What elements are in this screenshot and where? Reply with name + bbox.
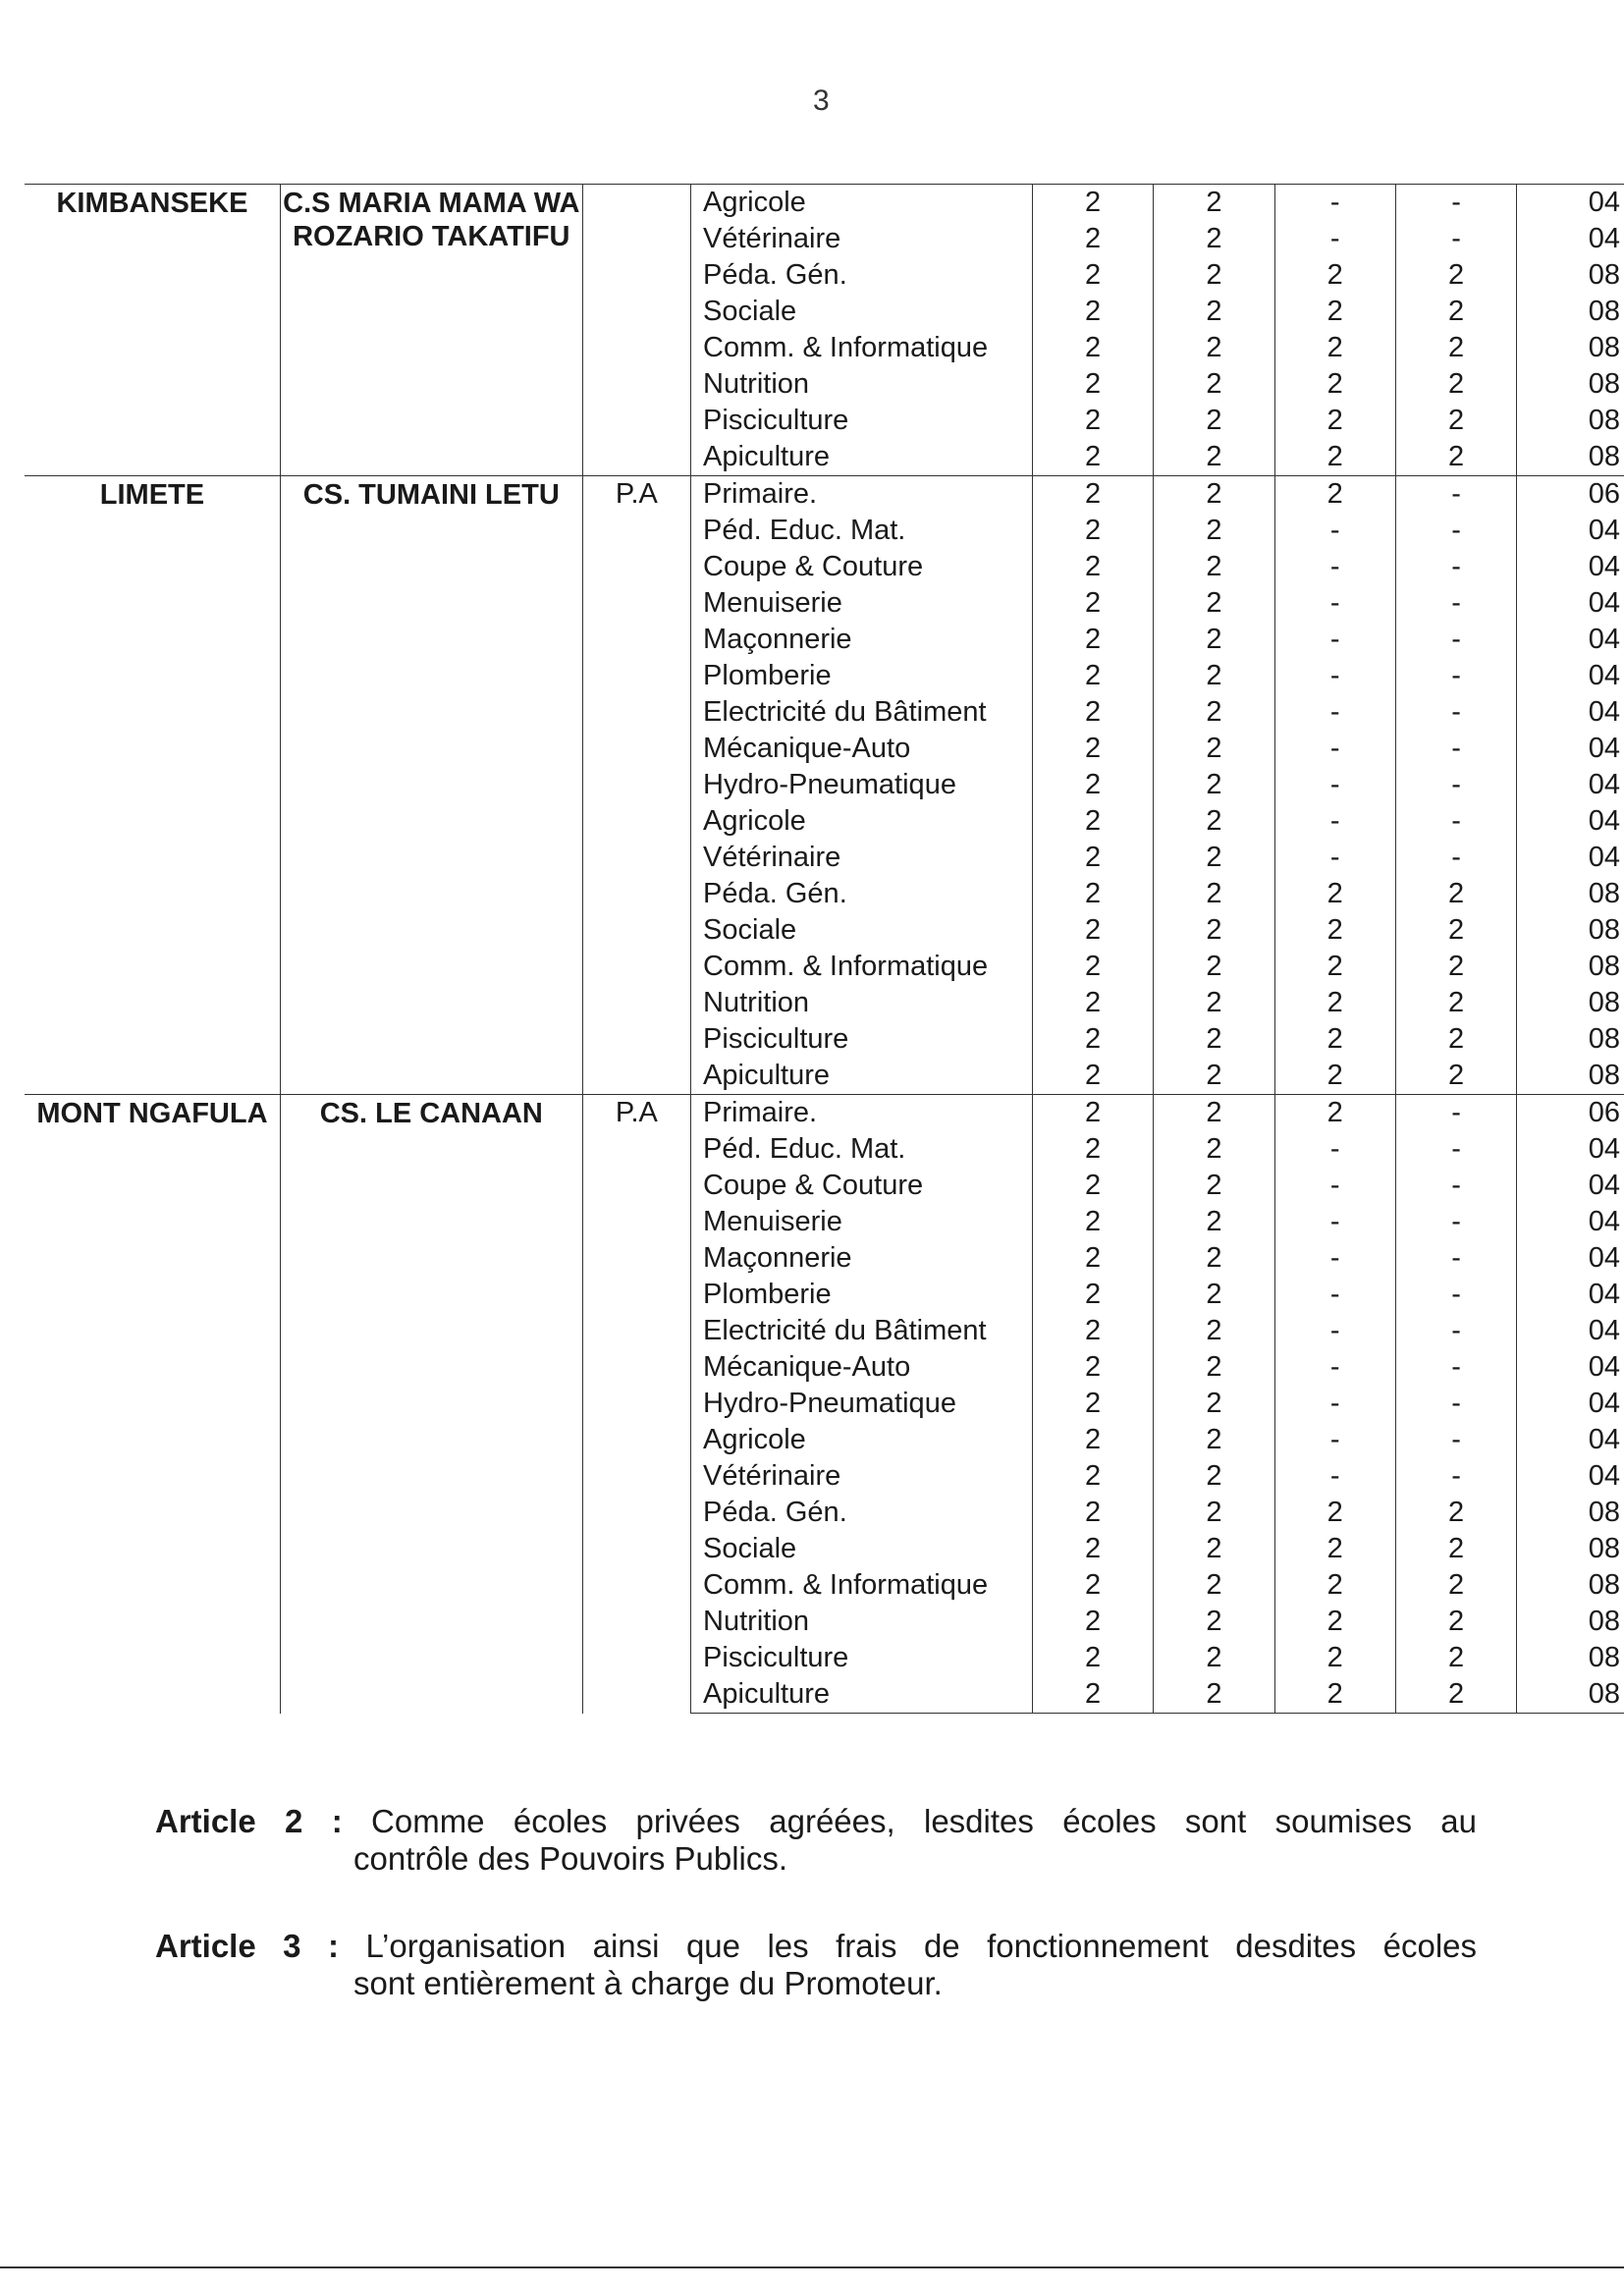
count-cell: 2 xyxy=(1032,1386,1153,1422)
count-cell: 2 xyxy=(1154,876,1274,912)
count-cell: 2 xyxy=(1395,294,1516,330)
count-cell: - xyxy=(1274,803,1395,840)
count-cell: - xyxy=(1274,622,1395,658)
footer-rule xyxy=(0,2266,1624,2268)
school-cell: C.S MARIA MAMA WA ROZARIO TAKATIFU xyxy=(280,185,582,476)
count-cell: 2 xyxy=(1154,294,1274,330)
article-3-line2: sont entièrement à charge du Promoteur. xyxy=(353,1965,943,2001)
total-cell: 04 xyxy=(1517,585,1624,622)
count-cell: 2 xyxy=(1154,1676,1274,1714)
total-cell: 06 xyxy=(1517,1095,1624,1132)
total-cell: 08 xyxy=(1517,366,1624,403)
option-cell: Péd. Educ. Mat. xyxy=(691,1131,1033,1168)
count-cell: 2 xyxy=(1395,985,1516,1021)
option-cell: Nutrition xyxy=(691,1604,1033,1640)
count-cell: - xyxy=(1395,1386,1516,1422)
option-cell: Péda. Gén. xyxy=(691,876,1033,912)
option-cell: Hydro-Pneumatique xyxy=(691,1386,1033,1422)
option-cell: Coupe & Couture xyxy=(691,1168,1033,1204)
total-cell: 08 xyxy=(1517,1058,1624,1095)
option-cell: Comm. & Informatique xyxy=(691,330,1033,366)
count-cell: - xyxy=(1274,513,1395,549)
count-cell: - xyxy=(1395,1349,1516,1386)
count-cell: - xyxy=(1395,1458,1516,1495)
total-cell: 04 xyxy=(1517,1349,1624,1386)
count-cell: - xyxy=(1395,731,1516,767)
count-cell: 2 xyxy=(1032,439,1153,476)
count-cell: - xyxy=(1274,221,1395,257)
total-cell: 04 xyxy=(1517,1277,1624,1313)
count-cell: 2 xyxy=(1032,1640,1153,1676)
table-row xyxy=(25,1095,1624,1132)
count-cell: 2 xyxy=(1032,366,1153,403)
article-2-text: Comme écoles privées agréées, lesdites écoles sont soumises au xyxy=(371,1803,1477,1839)
commune-cell: MONT NGAFULA xyxy=(25,1095,280,1714)
count-cell: 2 xyxy=(1032,476,1153,514)
option-cell: Pisciculture xyxy=(691,1640,1033,1676)
commune-cell: LIMETE xyxy=(25,476,280,1095)
count-cell: - xyxy=(1395,585,1516,622)
option-cell: Pisciculture xyxy=(691,403,1033,439)
schools-table xyxy=(25,184,1624,1714)
count-cell: - xyxy=(1274,767,1395,803)
count-cell: - xyxy=(1274,549,1395,585)
count-cell: 2 xyxy=(1032,1531,1153,1567)
count-cell: 2 xyxy=(1154,1058,1274,1095)
count-cell: 2 xyxy=(1154,1604,1274,1640)
count-cell: 2 xyxy=(1274,949,1395,985)
total-cell: 04 xyxy=(1517,1168,1624,1204)
count-cell: 2 xyxy=(1032,731,1153,767)
count-cell: 2 xyxy=(1395,439,1516,476)
count-cell: - xyxy=(1274,1422,1395,1458)
count-cell: 2 xyxy=(1395,366,1516,403)
option-cell: Hydro-Pneumatique xyxy=(691,767,1033,803)
count-cell: 2 xyxy=(1032,1567,1153,1604)
count-cell: 2 xyxy=(1032,1458,1153,1495)
count-cell: 2 xyxy=(1032,549,1153,585)
type-cell: P.A xyxy=(582,1095,690,1714)
option-cell: Plomberie xyxy=(691,1277,1033,1313)
option-cell: Agricole xyxy=(691,185,1033,222)
count-cell: 2 xyxy=(1395,1567,1516,1604)
count-cell: 2 xyxy=(1154,949,1274,985)
article-2-line1 xyxy=(155,1803,1477,1840)
count-cell: - xyxy=(1395,1168,1516,1204)
total-cell: 04 xyxy=(1517,694,1624,731)
count-cell: 2 xyxy=(1032,330,1153,366)
option-cell: Vétérinaire xyxy=(691,1458,1033,1495)
total-cell: 04 xyxy=(1517,185,1624,222)
option-cell: Sociale xyxy=(691,294,1033,330)
count-cell: 2 xyxy=(1154,1422,1274,1458)
count-cell: 2 xyxy=(1395,1640,1516,1676)
article-2-label: Article 2 : xyxy=(155,1803,343,1839)
count-cell: 2 xyxy=(1154,330,1274,366)
option-cell: Nutrition xyxy=(691,366,1033,403)
article-3 xyxy=(155,1928,1477,2002)
count-cell: 2 xyxy=(1395,403,1516,439)
count-cell: - xyxy=(1395,549,1516,585)
count-cell: - xyxy=(1274,1277,1395,1313)
count-cell: 2 xyxy=(1274,1495,1395,1531)
total-cell: 08 xyxy=(1517,330,1624,366)
option-cell: Maçonnerie xyxy=(691,1240,1033,1277)
count-cell: 2 xyxy=(1032,803,1153,840)
total-cell: 06 xyxy=(1517,476,1624,514)
count-cell: 2 xyxy=(1032,1604,1153,1640)
count-cell: 2 xyxy=(1274,366,1395,403)
count-cell: 2 xyxy=(1032,1168,1153,1204)
count-cell: - xyxy=(1395,513,1516,549)
option-cell: Maçonnerie xyxy=(691,622,1033,658)
count-cell: 2 xyxy=(1395,257,1516,294)
option-cell: Primaire. xyxy=(691,476,1033,514)
total-cell: 04 xyxy=(1517,767,1624,803)
count-cell: - xyxy=(1395,840,1516,876)
count-cell: 2 xyxy=(1032,585,1153,622)
article-3-text: L’organisation ainsi que les frais de fonctionnement desdites écoles xyxy=(365,1928,1478,1964)
count-cell: - xyxy=(1274,1458,1395,1495)
total-cell: 08 xyxy=(1517,1495,1624,1531)
count-cell: - xyxy=(1395,1422,1516,1458)
count-cell: 2 xyxy=(1154,694,1274,731)
count-cell: 2 xyxy=(1154,403,1274,439)
option-cell: Apiculture xyxy=(691,439,1033,476)
count-cell: 2 xyxy=(1154,1204,1274,1240)
count-cell: 2 xyxy=(1032,513,1153,549)
option-cell: Nutrition xyxy=(691,985,1033,1021)
option-cell: Péda. Gén. xyxy=(691,257,1033,294)
count-cell: 2 xyxy=(1154,840,1274,876)
count-cell: 2 xyxy=(1274,1567,1395,1604)
count-cell: 2 xyxy=(1032,1095,1153,1132)
total-cell: 08 xyxy=(1517,912,1624,949)
table-row xyxy=(25,476,1624,514)
total-cell: 04 xyxy=(1517,1386,1624,1422)
count-cell: 2 xyxy=(1154,1567,1274,1604)
commune-cell: KIMBANSEKE xyxy=(25,185,280,476)
count-cell: - xyxy=(1274,1204,1395,1240)
count-cell: 2 xyxy=(1032,294,1153,330)
count-cell: 2 xyxy=(1274,985,1395,1021)
count-cell: 2 xyxy=(1032,840,1153,876)
count-cell: 2 xyxy=(1032,257,1153,294)
total-cell: 04 xyxy=(1517,513,1624,549)
total-cell: 08 xyxy=(1517,949,1624,985)
article-2-line2: contrôle des Pouvoirs Publics. xyxy=(353,1840,788,1877)
article-3-line1 xyxy=(155,1928,1477,1965)
count-cell: 2 xyxy=(1154,585,1274,622)
total-cell: 04 xyxy=(1517,658,1624,694)
count-cell: - xyxy=(1274,731,1395,767)
total-cell: 08 xyxy=(1517,876,1624,912)
count-cell: 2 xyxy=(1154,185,1274,222)
article-2 xyxy=(155,1803,1477,1878)
count-cell: 2 xyxy=(1154,513,1274,549)
count-cell: - xyxy=(1274,1168,1395,1204)
option-cell: Sociale xyxy=(691,912,1033,949)
count-cell: 2 xyxy=(1274,1604,1395,1640)
count-cell: - xyxy=(1274,1131,1395,1168)
option-cell: Coupe & Couture xyxy=(691,549,1033,585)
option-cell: Electricité du Bâtiment xyxy=(691,694,1033,731)
count-cell: 2 xyxy=(1032,185,1153,222)
school-cell: CS. TUMAINI LETU xyxy=(280,476,582,1095)
option-cell: Comm. & Informatique xyxy=(691,1567,1033,1604)
option-cell: Péd. Educ. Mat. xyxy=(691,513,1033,549)
count-cell: 2 xyxy=(1274,294,1395,330)
count-cell: 2 xyxy=(1395,1495,1516,1531)
count-cell: 2 xyxy=(1154,658,1274,694)
count-cell: 2 xyxy=(1395,912,1516,949)
total-cell: 04 xyxy=(1517,840,1624,876)
count-cell: 2 xyxy=(1154,912,1274,949)
article-3-label: Article 3 : xyxy=(155,1928,339,1964)
option-cell: Apiculture xyxy=(691,1676,1033,1714)
school-cell: CS. LE CANAAN xyxy=(280,1095,582,1714)
option-cell: Pisciculture xyxy=(691,1021,1033,1058)
count-cell: 2 xyxy=(1274,439,1395,476)
total-cell: 04 xyxy=(1517,731,1624,767)
count-cell: 2 xyxy=(1154,1131,1274,1168)
type-cell xyxy=(582,185,690,476)
count-cell: 2 xyxy=(1274,1058,1395,1095)
option-cell: Vétérinaire xyxy=(691,221,1033,257)
count-cell: 2 xyxy=(1032,622,1153,658)
option-cell: Agricole xyxy=(691,803,1033,840)
count-cell: 2 xyxy=(1154,1313,1274,1349)
count-cell: 2 xyxy=(1274,403,1395,439)
total-cell: 04 xyxy=(1517,221,1624,257)
count-cell: 2 xyxy=(1154,731,1274,767)
count-cell: 2 xyxy=(1032,694,1153,731)
count-cell: 2 xyxy=(1032,1422,1153,1458)
count-cell: 2 xyxy=(1154,1349,1274,1386)
option-cell: Menuiserie xyxy=(691,585,1033,622)
count-cell: 2 xyxy=(1154,257,1274,294)
total-cell: 04 xyxy=(1517,803,1624,840)
option-cell: Sociale xyxy=(691,1531,1033,1567)
count-cell: 2 xyxy=(1274,912,1395,949)
count-cell: 2 xyxy=(1154,1240,1274,1277)
count-cell: 2 xyxy=(1154,1495,1274,1531)
total-cell: 04 xyxy=(1517,1131,1624,1168)
total-cell: 08 xyxy=(1517,403,1624,439)
count-cell: 2 xyxy=(1032,912,1153,949)
count-cell: 2 xyxy=(1154,1458,1274,1495)
count-cell: 2 xyxy=(1154,803,1274,840)
count-cell: - xyxy=(1274,658,1395,694)
total-cell: 04 xyxy=(1517,1313,1624,1349)
count-cell: - xyxy=(1274,185,1395,222)
option-cell: Apiculture xyxy=(691,1058,1033,1095)
option-cell: Péda. Gén. xyxy=(691,1495,1033,1531)
count-cell: 2 xyxy=(1154,549,1274,585)
count-cell: 2 xyxy=(1154,1095,1274,1132)
type-cell: P.A xyxy=(582,476,690,1095)
total-cell: 08 xyxy=(1517,439,1624,476)
count-cell: 2 xyxy=(1032,1495,1153,1531)
count-cell: - xyxy=(1395,803,1516,840)
count-cell: - xyxy=(1274,1313,1395,1349)
total-cell: 08 xyxy=(1517,1021,1624,1058)
count-cell: 2 xyxy=(1154,1386,1274,1422)
count-cell: 2 xyxy=(1395,1604,1516,1640)
count-cell: 2 xyxy=(1274,1531,1395,1567)
total-cell: 04 xyxy=(1517,1240,1624,1277)
count-cell: 2 xyxy=(1154,221,1274,257)
count-cell: 2 xyxy=(1032,1277,1153,1313)
count-cell: 2 xyxy=(1154,622,1274,658)
count-cell: 2 xyxy=(1395,1531,1516,1567)
count-cell: - xyxy=(1274,694,1395,731)
count-cell: 2 xyxy=(1154,1531,1274,1567)
total-cell: 04 xyxy=(1517,1422,1624,1458)
count-cell: 2 xyxy=(1274,257,1395,294)
option-cell: Vétérinaire xyxy=(691,840,1033,876)
total-cell: 08 xyxy=(1517,257,1624,294)
count-cell: 2 xyxy=(1395,949,1516,985)
option-cell: Comm. & Informatique xyxy=(691,949,1033,985)
option-cell: Mécanique-Auto xyxy=(691,1349,1033,1386)
option-cell: Primaire. xyxy=(691,1095,1033,1132)
count-cell: 2 xyxy=(1395,1058,1516,1095)
count-cell: 2 xyxy=(1274,330,1395,366)
page-number: 3 xyxy=(813,84,830,117)
count-cell: - xyxy=(1395,622,1516,658)
count-cell: - xyxy=(1395,185,1516,222)
count-cell: 2 xyxy=(1032,1240,1153,1277)
option-cell: Electricité du Bâtiment xyxy=(691,1313,1033,1349)
total-cell: 08 xyxy=(1517,1567,1624,1604)
total-cell: 08 xyxy=(1517,1640,1624,1676)
total-cell: 08 xyxy=(1517,1604,1624,1640)
count-cell: 2 xyxy=(1032,1349,1153,1386)
count-cell: 2 xyxy=(1395,1676,1516,1714)
count-cell: 2 xyxy=(1395,1021,1516,1058)
count-cell: 2 xyxy=(1395,876,1516,912)
count-cell: - xyxy=(1274,1349,1395,1386)
count-cell: 2 xyxy=(1274,876,1395,912)
count-cell: 2 xyxy=(1154,985,1274,1021)
option-cell: Menuiserie xyxy=(691,1204,1033,1240)
count-cell: 2 xyxy=(1032,767,1153,803)
count-cell: - xyxy=(1395,1095,1516,1132)
count-cell: - xyxy=(1395,1313,1516,1349)
count-cell: 2 xyxy=(1032,1204,1153,1240)
count-cell: 2 xyxy=(1154,439,1274,476)
total-cell: 08 xyxy=(1517,1531,1624,1567)
total-cell: 04 xyxy=(1517,1458,1624,1495)
count-cell: 2 xyxy=(1274,1095,1395,1132)
count-cell: 2 xyxy=(1032,1021,1153,1058)
count-cell: 2 xyxy=(1274,1640,1395,1676)
total-cell: 04 xyxy=(1517,622,1624,658)
total-cell: 04 xyxy=(1517,1204,1624,1240)
option-cell: Plomberie xyxy=(691,658,1033,694)
total-cell: 08 xyxy=(1517,294,1624,330)
count-cell: - xyxy=(1395,658,1516,694)
count-cell: - xyxy=(1395,1131,1516,1168)
total-cell: 08 xyxy=(1517,985,1624,1021)
count-cell: - xyxy=(1395,221,1516,257)
count-cell: 2 xyxy=(1154,476,1274,514)
option-cell: Agricole xyxy=(691,1422,1033,1458)
count-cell: 2 xyxy=(1154,1277,1274,1313)
count-cell: 2 xyxy=(1032,949,1153,985)
count-cell: - xyxy=(1395,1277,1516,1313)
table-row xyxy=(25,185,1624,222)
count-cell: - xyxy=(1274,585,1395,622)
count-cell: 2 xyxy=(1274,1676,1395,1714)
count-cell: 2 xyxy=(1032,658,1153,694)
count-cell: 2 xyxy=(1154,1640,1274,1676)
count-cell: 2 xyxy=(1032,876,1153,912)
count-cell: 2 xyxy=(1032,1058,1153,1095)
count-cell: - xyxy=(1395,1204,1516,1240)
count-cell: 2 xyxy=(1032,221,1153,257)
count-cell: 2 xyxy=(1395,330,1516,366)
count-cell: 2 xyxy=(1032,1313,1153,1349)
count-cell: - xyxy=(1395,1240,1516,1277)
count-cell: - xyxy=(1395,476,1516,514)
count-cell: - xyxy=(1274,1240,1395,1277)
count-cell: 2 xyxy=(1274,1021,1395,1058)
total-cell: 04 xyxy=(1517,549,1624,585)
count-cell: 2 xyxy=(1154,1168,1274,1204)
count-cell: - xyxy=(1274,1386,1395,1422)
total-cell: 08 xyxy=(1517,1676,1624,1714)
count-cell: 2 xyxy=(1032,985,1153,1021)
count-cell: 2 xyxy=(1154,366,1274,403)
count-cell: 2 xyxy=(1274,476,1395,514)
count-cell: 2 xyxy=(1032,403,1153,439)
count-cell: - xyxy=(1395,694,1516,731)
count-cell: 2 xyxy=(1154,1021,1274,1058)
count-cell: 2 xyxy=(1032,1676,1153,1714)
count-cell: - xyxy=(1395,767,1516,803)
option-cell: Mécanique-Auto xyxy=(691,731,1033,767)
count-cell: 2 xyxy=(1154,767,1274,803)
count-cell: - xyxy=(1274,840,1395,876)
count-cell: 2 xyxy=(1032,1131,1153,1168)
